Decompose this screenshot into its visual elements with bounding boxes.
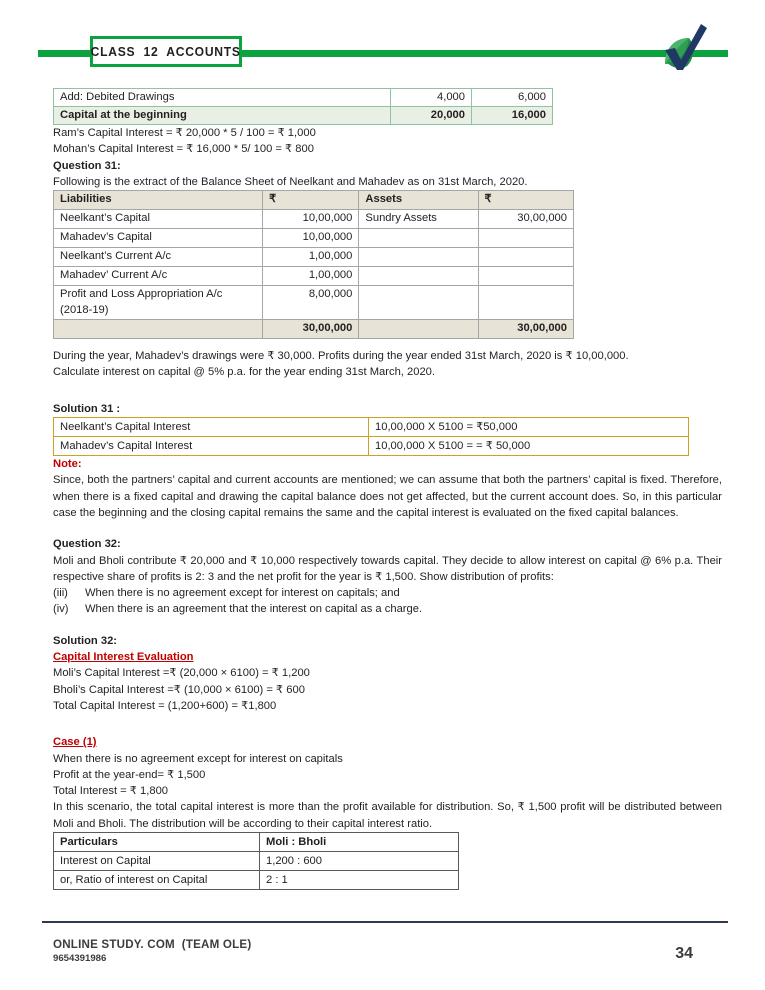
capital-summary-table (53, 88, 553, 125)
question-31-after-line-2: Calculate interest on capital @ 5% p.a. for the year ending 31st March, 2020. (53, 366, 436, 379)
bs-header-assets: Assets (359, 191, 478, 210)
particulars-header-col1: Particulars (54, 833, 260, 852)
mohan-interest-line: Mohan’s Capital Interest = ₹ 16,000 * 5/ 100 = ₹ 800 (53, 143, 314, 156)
bs-header-liabilities: Liabilities (54, 191, 263, 210)
bs-liability: Neelkant’s Current A/c (54, 248, 263, 267)
table-row (54, 229, 574, 248)
case-1-line-1: When there is no agreement except for interest on capitals (53, 752, 343, 765)
document-content (53, 88, 729, 890)
spacer (53, 618, 729, 633)
sol31-value: 10,00,000 X 5100 = ₹50,000 (369, 418, 689, 437)
question-32-body: Moli and Bholi contribute ₹ 20,000 and ₹ 10,000 respectively towards capital. They decide to allow interest on capital @ 6% p.a. Their respective share of profits is 2: 3 and the net profit for the year is ₹ 1,500. Show distribution of profits: (53, 554, 722, 583)
question-32-heading: Question 32: (53, 538, 121, 551)
sol31-label: Neelkant’s Capital Interest (54, 418, 369, 437)
bs-asset (359, 267, 478, 286)
footer-phone-label: 9654391986 (53, 953, 107, 964)
table-row (54, 267, 574, 286)
logo-svg (655, 22, 717, 84)
footer-brand-label: ONLINE STUDY. COM (TEAM OLE) (53, 938, 252, 951)
sol31-label: Mahadev’s Capital Interest (54, 437, 369, 456)
question-31-intro: Following is the extract of the Balance Sheet of Neelkant and Mahadev as on 31st March, 2020. (53, 175, 528, 188)
particulars-table (53, 832, 459, 890)
footer-divider (42, 921, 728, 923)
question-32-item-text: When there is no agreement except for interest on capitals; and (85, 587, 400, 600)
spacer (53, 521, 729, 536)
bs-liability: Neelkant’s Capital (54, 210, 263, 229)
question-32-item-text: When there is an agreement that the interest on capital as a charge. (85, 603, 423, 616)
table-row (54, 89, 553, 107)
solution-31-heading: Solution 31 : (53, 402, 121, 415)
bs-asset (359, 248, 478, 267)
capital-row-label: Capital at the beginning (54, 107, 391, 125)
particulars-value: 2 : 1 (260, 871, 459, 890)
capital-row-col1: 4,000 (391, 89, 472, 107)
bs-asset-amount: 30,00,000 (478, 210, 573, 229)
table-total-row (54, 320, 574, 339)
table-row (54, 286, 574, 320)
capital-row-label: Add: Debited Drawings (54, 89, 391, 107)
bs-amount: 10,00,000 (263, 229, 359, 248)
note-body: Since, both the partners’ capital and current accounts are mentioned; we can assume that both the partners’ capital is fixed. Therefore, when there is a fixed capital and drawing the capital balance does not get affected, but the current account does. So, in this particular case the beginning and the closing capital remains the same and the capital interest is evaluated on the fixed capital balances. (53, 474, 722, 519)
question-31-after-line-1: During the year, Mahadev’s drawings were ₹ 30,000. Profits during the year ended 31st March, 2020 is ₹ 10,00,000. (53, 350, 629, 363)
case-1-heading: Case (1) (53, 736, 97, 749)
page-number: 34 (675, 945, 693, 962)
bs-amount: 8,00,000 (263, 286, 359, 320)
particulars-label: or, Ratio of interest on Capital (54, 871, 260, 890)
note-heading: Note: (53, 458, 82, 471)
bs-liability-line2: (2018-19) (60, 303, 109, 316)
bs-asset: Sundry Assets (359, 210, 478, 229)
bs-asset-amount (478, 267, 573, 286)
case-1-paragraph: In this scenario, the total capital interest is more than the profit available for distribution. So, ₹ 1,500 profit will be distributed between Moli and Bholi. The distribution will be according to their capital interest ratio. (53, 801, 722, 830)
table-header-row (54, 191, 574, 210)
bs-total-liability (54, 320, 263, 339)
solution-31-table (53, 417, 689, 456)
table-row (54, 437, 689, 456)
table-header-row (54, 833, 459, 852)
bs-asset-amount (478, 286, 573, 320)
solution-32-heading: Solution 32: (53, 634, 118, 647)
question-32-item (53, 601, 729, 617)
bs-asset (359, 229, 478, 248)
bs-liability: Mahadev’s Capital (54, 229, 263, 248)
bs-liability-multiline (54, 286, 263, 320)
table-row (54, 871, 459, 890)
table-row (54, 107, 553, 125)
particulars-header-col2: Moli : Bholi (260, 833, 459, 852)
capital-row-col1: 20,000 (391, 107, 472, 125)
class-title-label: CLASS 12 ACCOUNTS (90, 44, 242, 59)
total-capital-interest-line: Total Capital Interest = (1,200+600) = ₹1,800 (53, 699, 277, 712)
sol31-value: 10,00,000 X 5100 = = ₹ 50,000 (369, 437, 689, 456)
bs-total-amount: 30,00,000 (263, 320, 359, 339)
bs-header-rupee-2: ₹ (478, 191, 573, 210)
spacer (53, 381, 729, 401)
class-title-box (90, 36, 242, 67)
bs-asset-amount (478, 248, 573, 267)
bs-amount: 1,00,000 (263, 267, 359, 286)
question-32-item-marker: (iii) (53, 587, 68, 600)
capital-interest-evaluation-subheading: Capital Interest Evaluation (53, 651, 194, 664)
question-32-item (53, 585, 729, 601)
bs-liability: Mahadev’ Current A/c (54, 267, 263, 286)
case-1-line-3: Total Interest = ₹ 1,800 (53, 785, 169, 798)
spacer (53, 714, 729, 734)
case-1-line-2: Profit at the year-end= ₹ 1,500 (53, 768, 206, 781)
spacer (53, 339, 729, 348)
page-footer (53, 938, 729, 978)
bs-asset-amount (478, 229, 573, 248)
table-row (54, 418, 689, 437)
bs-asset (359, 286, 478, 320)
ram-interest-line: Ram’s Capital Interest = ₹ 20,000 * 5 / 100 = ₹ 1,000 (53, 127, 316, 139)
bs-amount: 1,00,000 (263, 248, 359, 267)
question-31-heading: Question 31: (53, 159, 121, 172)
capital-row-col2: 16,000 (472, 107, 553, 125)
particulars-value: 1,200 : 600 (260, 852, 459, 871)
capital-row-col2: 6,000 (472, 89, 553, 107)
green-leaf-checkmark-logo (655, 22, 717, 84)
balance-sheet-table (53, 190, 574, 339)
bs-total-asset-amount: 30,00,000 (478, 320, 573, 339)
moli-capital-interest-line: Moli’s Capital Interest =₹ (20,000 × 6100) = ₹ 1,200 (53, 667, 310, 680)
bs-liability: Profit and Loss Appropriation A/c (60, 288, 223, 301)
page-header (0, 36, 765, 72)
table-row (54, 248, 574, 267)
particulars-label: Interest on Capital (54, 852, 260, 871)
bs-amount: 10,00,000 (263, 210, 359, 229)
bs-total-asset (359, 320, 478, 339)
table-row (54, 852, 459, 871)
question-32-item-marker: (iv) (53, 603, 69, 616)
bholi-capital-interest-line: Bholi’s Capital Interest =₹ (10,000 × 6100) = ₹ 600 (53, 683, 305, 696)
bs-header-rupee-1: ₹ (263, 191, 359, 210)
table-row (54, 210, 574, 229)
